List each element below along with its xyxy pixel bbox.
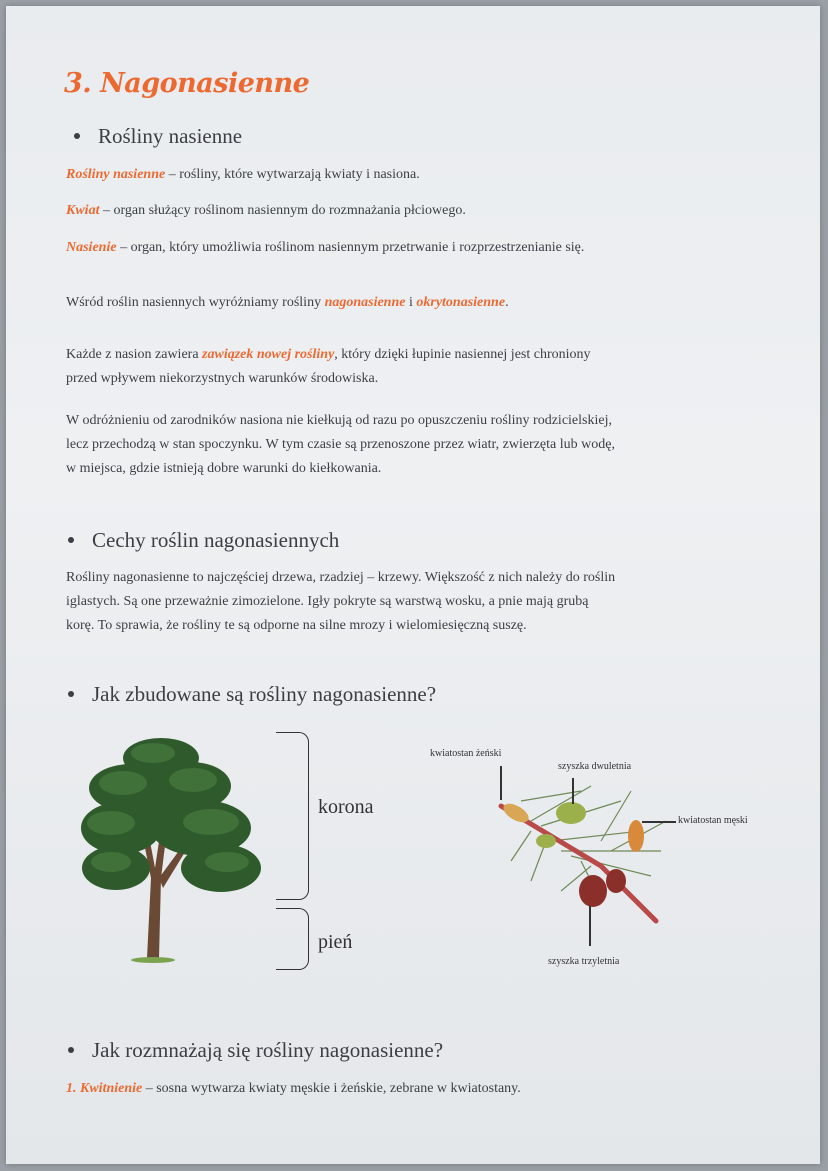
bullet-icon (68, 1047, 74, 1053)
text: Każde z nasion zawiera (66, 347, 203, 362)
callout-line-cone2 (572, 778, 574, 804)
step-text: – sosna wytwarza kwiaty męskie i żeńskie, zebrane w kwiatostany. (142, 1081, 521, 1096)
callout-line-female (500, 766, 502, 800)
highlight: zawiązek nowej rośliny (202, 347, 335, 362)
section-heading-features (68, 528, 339, 553)
heading-text: Jak zbudowane są rośliny nagonasienne? (92, 682, 437, 706)
paragraph-embryo (66, 343, 786, 391)
term: Kwiat (66, 203, 100, 218)
callout-line-male (642, 821, 676, 823)
reproduction-step-1 (66, 1077, 521, 1101)
line: lecz przechodzą w stan spoczynku. W tym czasie są przenoszone przez wiatr, zwierzęta lub wodę, (66, 437, 615, 452)
definition-text: – organ, który umożliwia roślinom nasiennym przetrwanie i rozprzestrzenianie się. (116, 240, 585, 255)
heading-text: Cechy roślin nagonasiennych (92, 528, 340, 552)
crown-label: korona (318, 796, 374, 818)
pine-tree-icon (71, 728, 281, 968)
crown-bracket (276, 732, 309, 900)
bullet-icon (74, 133, 80, 139)
section-heading-structure (68, 682, 436, 707)
page (6, 6, 820, 1164)
definition-seed-plants (66, 163, 420, 187)
line (66, 343, 786, 367)
pine-branch-icon (491, 781, 681, 926)
line: Rośliny nagonasienne to najczęściej drzewa, rzadziej – krzewy. Większość z nich należy do roślin (66, 570, 616, 585)
definition-seed (66, 236, 584, 260)
callout-line-cone3 (589, 906, 591, 946)
definition-text: – organ służący roślinom nasiennym do rozmnażania płciowego. (99, 203, 466, 218)
highlight: okrytonasienne (416, 295, 506, 310)
page-title: 3. Nagonasienne (64, 68, 310, 99)
label-two-year-cone: szyszka dwuletnia (558, 761, 632, 772)
paragraph-classification (66, 291, 509, 315)
line: w miejsca, gdzie istnieją dobre warunki do kiełkowania. (66, 461, 382, 476)
line: przed wpływem niekorzystnych warunków środowiska. (66, 371, 379, 386)
bullet-icon (68, 691, 74, 697)
section-heading-seed-plants (74, 124, 242, 149)
bullet-icon (68, 537, 74, 543)
label-male-inflorescence: kwiatostan męski (678, 815, 748, 826)
line: korę. To sprawia, że rośliny te są odporne na silne mrozy i wielomiesięczną suszę. (66, 618, 527, 633)
line: iglastych. Są one przeważnie zimozielone. Igły pokryte są warstwą wosku, a pnie mają grubą (66, 594, 589, 609)
label-three-year-cone: szyszka trzyletnia (548, 956, 620, 967)
label-female-inflorescence: kwiatostan żeński (430, 748, 502, 759)
text: , który dzięki łupinie nasiennej jest chroniony (334, 347, 591, 362)
highlight: nagonasienne (324, 295, 406, 310)
trunk-bracket (276, 908, 309, 970)
term: Rośliny nasienne (66, 167, 166, 182)
line: W odróżnieniu od zarodników nasiona nie kiełkują od razu po opuszczeniu rośliny rodzicielskiej, (66, 413, 612, 428)
paragraph-dormancy (66, 409, 806, 481)
text: . (505, 295, 509, 310)
paragraph-features (66, 566, 806, 638)
term: 1. Kwitnienie (66, 1081, 143, 1096)
definition-text: – rośliny, które wytwarzają kwiaty i nasiona. (165, 167, 420, 182)
definition-flower (66, 199, 466, 223)
trunk-label: pień (318, 931, 353, 953)
heading-text: Jak rozmnażają się rośliny nagonasienne? (92, 1038, 444, 1062)
term: Nasienie (66, 240, 117, 255)
heading-text: Rośliny nasienne (98, 124, 243, 148)
section-heading-reproduction (68, 1038, 443, 1063)
text: i (405, 295, 417, 310)
text: Wśród roślin nasiennych wyróżniamy rośliny (66, 295, 325, 310)
